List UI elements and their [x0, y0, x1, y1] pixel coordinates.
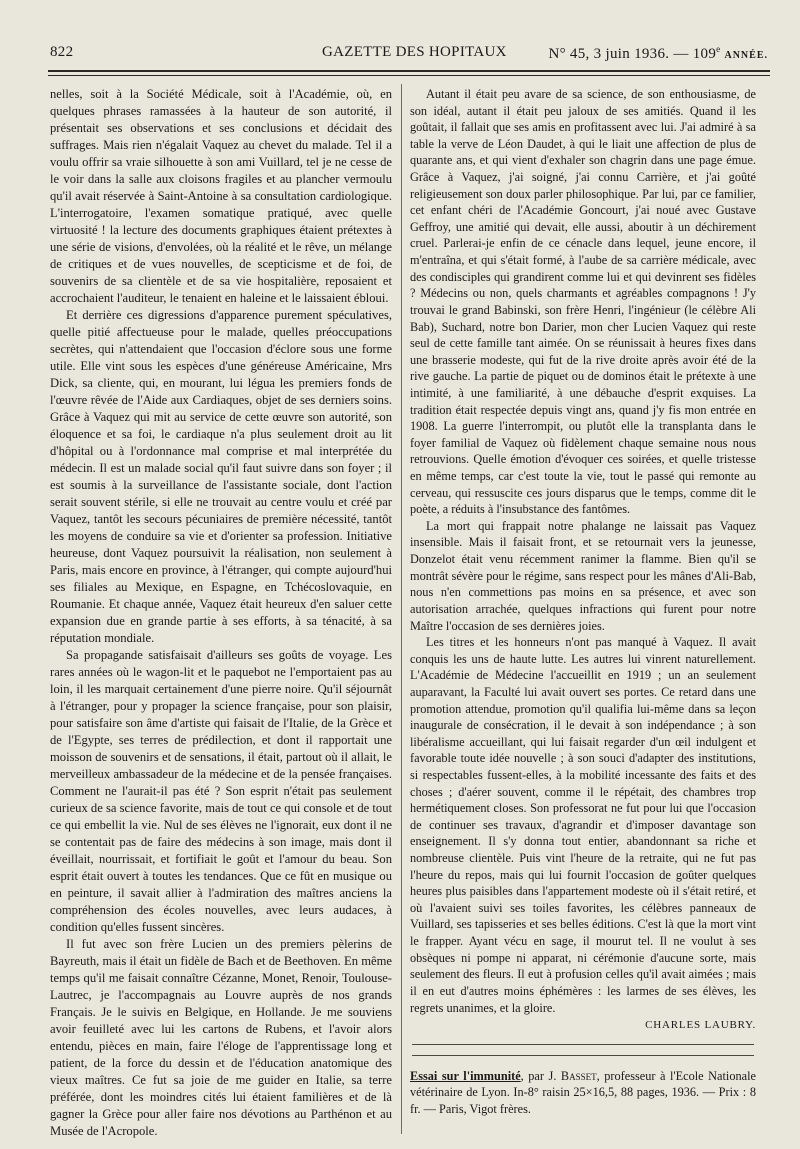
book-details: , professeur à l'Ecole Nationale vétérinaire de Lyon. In-8° raisin 25×16,5, 88 pages, 1936. — Prix : 8 fr. — Paris, Vigot frères.	[410, 1068, 756, 1116]
book-sep: , par	[520, 1068, 549, 1083]
issue-info	[548, 44, 768, 63]
page-number: 822	[50, 44, 74, 60]
column-divider	[401, 84, 402, 1134]
issue-number: N° 45, 3 juin 1936. — 109	[548, 46, 717, 62]
left-column	[50, 86, 392, 1140]
right-column	[410, 86, 756, 1118]
issue-annee: ANNÉE.	[724, 50, 768, 61]
header-rule-thin	[48, 75, 770, 76]
left-paragraph-4: Il fut avec son frère Lucien un des premiers pèlerins de Bayreuth, mais il était un fidèle de Bach et de Beethoven. En même temps qu'il me faisait connaître Cézanne, Monet, Renoir, Toulouse-Lautrec, je l'accompagnais au Louvre auprès de nos grands Français. Je le suivis en Belgique, en Hollande. Je me souviens avoir feuilleté avec lui les cartons de Rubens, et l'avoir alors entendu, pièces en main, faire l'éloge de l'apprentissage long et patient, de la force du dessin et de l'éducation anatomique des vieux maîtres. Ce fut sa joie de me guider en Italie, sa terre préférée, dont les moindres cités lui étaient familières et de là gagner la Grèce pour aller faire nos dévotions au Parthénon et au Musée de l'Acropole.	[50, 937, 392, 1138]
section-separator	[412, 1044, 754, 1045]
header-rule-thick	[48, 70, 770, 72]
right-paragraph-1: Autant il était peu avare de sa science, de son enthousiasme, de son idéal, autant il était peu jaloux de ses amitiés. Quand il les goûtait, il fallait que ses amis en profitassent avec lui. J'ai admiré à sa table la verve de Léon Daudet, à qui le liait une affection de plus de quarante ans, et qui vient d'exhaler son chagrin dans une page émue. Grâce à Vaquez, j'ai soigné, j'ai connu Carrière, et j'ai goûté religieusement son doux parler philosophique. Par lui, par ce familier, cet enfant chéri de l'Académie Goncourt, j'ai noué avec Gustave Geffroy, une amitié qui devait, elle aussi, aboutir à un déchirement cruel. Parlerai-je enfin de ce cénacle dans lequel, jeune encore, il m'entraîna, et qui s'était formé, à l'aube de sa carrière médicale, avec des condisciples qui grandirent comme lui et qui devinrent ses fidèles ? Médecins ou non, quels charmants et agréables compagnons ! J'y trouvai le grand Babinski, son frère Henri, l'ingénieur (le célèbre Ali Bab), Suchard, notre bon Darier, mon cher Lucien Vaquez qui reste seul de cette famille tant aimée. On se réunissait à heures fixes dans une brasserie modeste, qui fut de la rive droite après avoir été de la rive gauche. La partie de piquet ou de dominos était le prétexte à une intimité, à une familiarité, à une débauche d'esprit exquises. La tradition était respectée depuis vingt ans, quand j'y fis mon entrée en 1908. La guerre l'interrompit, ou plutôt elle la transplanta dans le foyer familial de Vaquez où fidèlement chaque semaine nous nous retrouvions. Quelle émotion d'évoquer ces soirées, et quelle tristesse en même temps, car c'est toute la vie, tout le passé qui remonte au cerveau, qui ressuscite ces jours disparus que le temps, comme dit le poète, a réduits à l'insubstance des fantômes.	[410, 87, 756, 517]
right-paragraph-3: Les titres et les honneurs n'ont pas manqué à Vaquez. Il avait conquis les uns de haute lutte. Les autres lui vinrent naturellement. L'Académie de Médecine l'accueillit en 1919 ; un an seulement auparavant, la Faculté lui avait ouvert ses portes. Ce retard dans une promotion attendue, promotion qu'il qualifia lui-même dans sa leçon inaugurale de consécration, il le devait à son indépendance ; à son libéralisme accueillant, qui lui faisait regarder d'un œil indulgent et favorable toute idée nouvelle ; à son souci d'adapter des institutions, si respectables fussent-elles, à la mobilité incessante des faits et des choses ; d'aérer souvent, comme il le répétait, des chambres trop hermétiquement closes. Son professorat ne fut pour lui que l'occasion de continuer ses travaux, d'agrandir et d'imposer davantage son enseignement. Il s'y donna tout entier, abandonnant sa riche et nombreuse clientèle. Puis vint l'heure de la retraite, qui ne fut pas l'heure du repos, mais qui lui fournit l'occasion de goûter quelques heures plus paisibles dans l'appartement modeste où il s'était retiré, et où l'avaient suivi ses toiles favorites, les célèbres panneaux de Vuillard, ses tapisseries et ses belles éditions. C'est là que la mort vint le frapper. Ayant vécu en sage, il mourut tel. Il ne voulut à ses obsèques ni pompe ni apparat, ni cérémonie d'aucune sorte, mais seulement des fleurs. Il eut à profusion celles qu'il avait aimées ; mais il en eut d'autres moins éphémères : les larmes de ses élèves, les regrets unanimes, et la gloire.	[410, 635, 756, 1015]
book-author: J. Basset	[548, 1068, 597, 1083]
left-paragraph-3: Sa propagande satisfaisait d'ailleurs ses goûts de voyage. Les rares années où le wagon-lit et le paquebot ne l'emportaient pas au loin, il les marquait certainement d'une pierre noire. Qu'il séjournât à l'étranger, pour y propager la science française, pour son plaisir, pour satisfaire son âme d'artiste qui faisait de l'Italie, de la Grèce et de l'Egypte, ses terres de prédilection, et dont il rapportait une moisson de souvenirs et de sensations, il était, partout où il allait, le merveilleux ambassadeur de la médecine et de la pensée françaises. Comment ne l'aurait-il pas été ? Son esprit n'était pas seulement curieux de sa science favorite, mais de tout ce qui console et de tout ce qui embellit la vie. Nul de ses élèves ne l'ignorait, eux dont il ne se contentait pas de faire des médecins à son image, mais dont il éveillait, nourrissait, et fortifiait le goût et l'amour du beau. Son esprit était ouvert à toutes les tendances. Que ce fût en musique ou en peinture, il savait allier à l'admiration des maîtres anciens la compréhension des écoles nouvelles, avec leurs audaces, à condition qu'elles fussent sincères.	[50, 648, 393, 934]
left-paragraph-2: Et derrière ces digressions d'apparence purement spéculatives, quelle pitié affectueuse pour le malade, quelles préoccupations secrètes, qui n'attendaient que l'occasion d'éclore sous une forme utile. Elle vint sous les espèces d'une généreuse Américaine, Mrs Dick, sa cliente, qui, en mourant, lui légua les premiers fonds de l'œuvre rêvée de l'Aide aux Cardiaques, objet de ses derniers soins. Grâce à Vaquez qui mit au service de cette œuvre son autorité, son éloquence et sa foi, le cardiaque n'a plus seulement droit au lit d'hôpital ou à l'ordonnance mal comprise et mal interprétée du médecin. Il est un malade social qu'il faut suivre dans son foyer ; il est soumis à la surveillance de l'assistante sociale, dont l'action serait souvent stérile, si elle ne trouvait au centre voulu et créé par Vaquez, tantôt les secours pécuniaires de première nécessité, tantôt les moyens de conduire sa vie et d'orienter sa profession. Initiative heureuse, dont Vaquez poursuivit la réalisation, non seulement à Paris, mais encore en province, à l'étranger, qui compte aujourd'hui ses filiales au Mexique, en Espagne, en Tchécoslovaquie, en Roumanie. Et chaque année, Vaquez était heureux d'en saluer cette expansion due en grande partie à ses efforts, à sa ténacité, à sa réputation mondiale.	[50, 308, 392, 645]
bibliography-entry	[410, 1068, 756, 1118]
book-title: Essai sur l'immunité	[410, 1068, 521, 1083]
left-paragraph-1: nelles, soit à la Société Médicale, soit à l'Académie, où, en quelques phrases ramassées à la hauteur de son autorité, il présentait ses observations et ses conclusions et décidait des suffrages. Mais rien n'égalait Vaquez au chevet du malade. Tel il a voulu offrir sa vraie silhouette à son ami Vuillard, tel je ne cesse de le voir dans la salle aux cloisons fragiles et au plancher vermoulu qu'il avait réservée à Saint-Antoine à sa consultation cardiologique. L'interrogatoire, l'examen somatique pratiqué, avec quelle virtuosité ! la lecture des documents graphiques étaient prétextes à une série de visions, d'envolées, où la réalité et le rêve, un mélange de critiques et de vues nouvelles, de scepticisme et de foi, de souvenirs de sa clientèle et de sa vie hospitalière, reposaient et accrochaient l'auditeur, le tenaient en haleine et le laissaient ébloui.	[50, 87, 392, 305]
issue-sup: e	[716, 44, 721, 54]
page-header	[50, 44, 768, 66]
right-paragraph-2: La mort qui frappait notre phalange ne laissait pas Vaquez insensible. Mais il faisait front, et se retournait vers la jeunesse, Donzelot était venu récemment ranimer la flamme. Bien qu'il se montrât sévère pour le régime, sans respect pour les mânes d'Ali-Bab, nous n'en commettions pas moins en sa présence, et avec son autorisation arrachée, quelques infractions qui furent pour notre Maître l'occasion de ses dernières joies.	[410, 518, 756, 633]
section-separator-2	[412, 1055, 754, 1056]
journal-title: GAZETTE DES HOPITAUX	[322, 44, 507, 60]
author-signature: CHARLES LAUBRY.	[645, 1019, 756, 1032]
